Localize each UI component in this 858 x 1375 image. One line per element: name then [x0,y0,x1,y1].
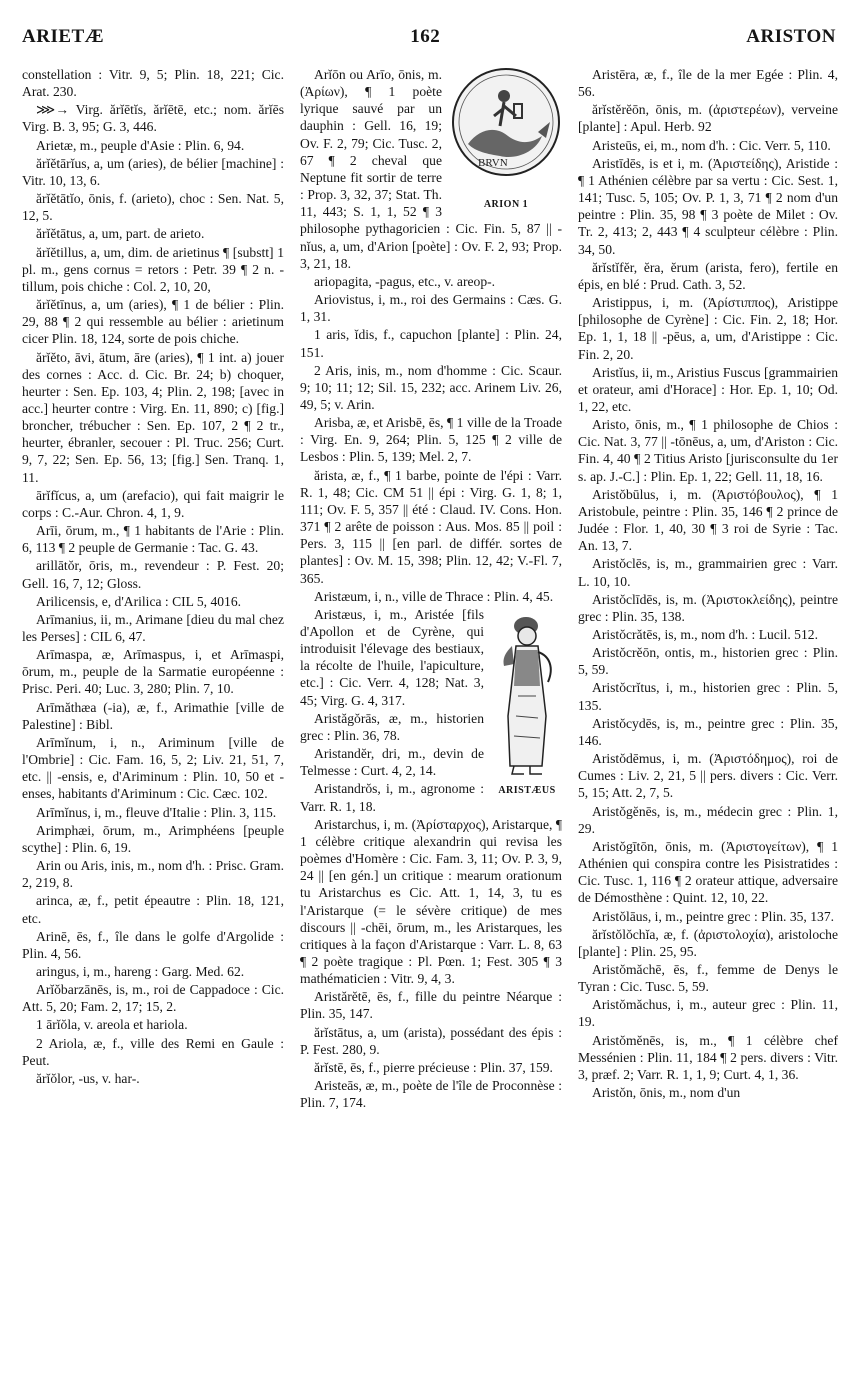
entry: ărĭĕto, āvi, ātum, āre (aries), ¶ 1 int. a) jouer des cornes : Acc. d. Cic. Br. 24; b) choquer, heurter : Sen. Ep. 103, 4; Plin. 2, 198; [avec in acc.] heurter contre : Virg. En. 11, 890; c) [fig.] broncher, trébucher : Sen. Ep. 107, 2 ¶ 2 tr., heurter, ébranler, secouer : Pl. Truc. 256; Curt. 9, 7, 22; Sen. Ep. 56, 13; [fig.] Sen. Tranq. 1, 11. [22,349,284,485]
entry: ărista, æ, f., ¶ 1 barbe, pointe de l'épi : Varr. R. 1, 48; Cic. CM 51 || épi : Virg. G. 1, 8; 1, 111; Ov. F. 5, 357 || été : Claud. IV. Cons. Hon. 371 ¶ 2 arête de poisson : Aus. Mos. 85 || poil : Pers. 3, 115 || [en parl. de différ. sortes de plantes] : Ov. M. 15, 398; Plin. 12, 42; V.-Fl. 7, 365. [300,467,562,586]
entry: Arīmăthæa (-ia), æ, f., Arimathie [ville de Palestine] : Bibl. [22,699,284,732]
entry: Ariovistus, i, m., roi des Germains : Cæs. G. 1, 31. [300,292,562,325]
column-2 [300,66,562,1366]
entry: ărĭstĕrĕōn, ōnis, m. (ἀριστερέων), verveine [plante] : Apul. Herb. 92 [578,102,838,135]
entry: ărĭĕtātus, a, um, part. de arieto. [36,226,205,242]
header-first-entry: ARIETÆ [22,26,105,47]
entry: Aristo, ōnis, m., ¶ 1 philosophe de Chios : Cic. Nat. 3, 77 || -tōnēus, a, um, d'Ariston : Cic. Fin. 4, 40 ¶ 2 Titius Aristo [jurisconsulte du 1er s. ap. J.-C.] : Plin. Ep. 1, 22; Gell. 11, 18, 16. [578,417,838,484]
entry: ărĭstĭfĕr, ĕra, ĕrum (arista, fero), fertile en épis, en blé : Prud. Cath. 3, 52. [578,259,838,292]
entry: constellation : Vitr. 9, 5; Plin. 18, 221; Cic. Arat. 230. [22,67,284,100]
entry: arillātŏr, ōris, m., revendeur : P. Fest. 20; Gell. 16, 7, 12; Gloss. [22,558,284,591]
entry: Aristŏmăchus, i, m., auteur grec : Plin. 11, 19. [578,997,838,1030]
entry: Arīi, ōrum, m., ¶ 1 habitants de l'Arie : Plin. 6, 113 ¶ 2 peuple de Germanie : Tac. G. 43. [22,523,284,556]
entry: ārĭfĭcus, a, um (arefacio), qui fait maigrir le corps : C.-Aur. Chron. 4, 1, 9. [22,487,284,520]
figure-caption: ARISTÆUS [498,785,556,796]
entry: Aristăgŏrās, æ, m., historien grec : Plin. 36, 78. [300,710,484,743]
entry: Aristŏgĕnēs, is, m., médecin grec : Plin. 1, 29. [578,803,838,836]
entry: 2 Aris, inis, m., nom d'homme : Cic. Scaur. 9; 10; 11; 12; Sil. 15, 232; acc. Arinem Liv. 26, 49, 5; v. Arin. [300,362,562,412]
entry: Arisba, æ, et Arisbē, ēs, ¶ 1 ville de la Troade : Virg. En. 9, 264; Plin. 5, 125 ¶ 2 ville de Lesbos : Plin. 5, 139; Mel. 2, 7. [300,415,562,465]
entry: ariopagita, -pagus, etc., v. areop-. [314,273,496,289]
figure-caption: ARION 1 [483,199,529,211]
aristaeus-illustration [492,606,562,776]
entry: Aristĭus, ii, m., Aristius Fuscus [grammairien et orateur, ami d'Horace] : Hor. Ep. 1, 10; Od. 1, 22, etc. [578,364,838,414]
entry: Aristŏmăchē, ēs, f., femme de Denys le Tyran : Cic. Tusc. 5, 59. [578,961,838,995]
column-1 [22,66,284,1366]
entry: Aristŏcrĭtus, i, m., historien grec : Plin. 5, 135. [578,680,838,713]
entry: Aristandrŏs, i, m., agronome : Varr. R. 1, 18. [300,781,484,814]
entry: 1 aris, ĭdis, f., capuchon [plante] : Plin. 24, 151. [300,327,562,360]
entry: ărĭĕtārĭus, a, um (aries), de bélier [machine] : Vitr. 10, 13, 6. [22,155,284,188]
entry: Arin ou Aris, inis, m., nom d'h. : Prisc. Gram. 2, 219, 8. [22,858,284,891]
entry: ărĭstē, ēs, f., pierre précieuse : Plin. 37, 159. [314,1059,553,1075]
page-header [22,22,836,52]
entry: Arīmanius, ii, m., Arimane [dieu du mal chez les Perses] : CIL 6, 47. [22,611,284,644]
aristaeus-figure [492,606,562,799]
entry: Aristŏclēs, is, m., grammairien grec : Varr. L. 10, 10. [578,556,838,589]
page-number: 162 [410,26,441,47]
arion-coin-illustration [450,66,562,190]
entry: 2 Ariola, æ, f., ville des Remi en Gaule : Peut. [22,1035,284,1068]
entry: Aristŏdēmus, i, m. (Ἀριστόδημος), roi de Cumes : Liv. 2, 21, 5 || pers. divers : Cic. Verr. 5, 15; Att. 2, 7, 5. [578,751,838,801]
entry: Aristŏgītōn, ōnis, m. (Ἀριστογείτων), ¶ 1 Athénien qui conspira contre les Pisistratides : Cic. Tusc. 1, 116 ¶ 2 orateur attique, adversaire de Démosthène : Quint. 12, 10, 22. [578,838,838,906]
entry: Arĭŏbarzānēs, is, m., roi de Cappadoce : Cic. Att. 5, 20; Fam. 2, 17; 15, 2. [22,982,284,1015]
entry: Arimphæi, ōrum, m., Arimphéens [peuple scythe] : Plin. 6, 19. [22,822,284,855]
entry: ărĭstātus, a, um (arista), possédant des épis : P. Fest. 280, 9. [300,1024,562,1057]
entry: ărĭstŏlŏchĭa, æ, f. (ἀριστολοχία), aristoloche [plante] : Plin. 25, 95. [578,926,838,959]
entry: Aristeūs, ei, m., nom d'h. : Cic. Verr. 5, 110. [592,137,831,153]
entry: Aristŏcrĕōn, ontis, m., historien grec : Plin. 5, 59. [578,645,838,678]
entry: Aristīdēs, is et i, m. (Ἀριστείδης), Aristide : ¶ 1 Athénien célèbre par sa vertu : Cic. Sest. 1, 141; Tusc. 5, 105; Ov. P. 1, 3, 71 ¶ 2 nom d'un peintre : Plin. 35, 98 ¶ 3 poète de Milet : Ov. Tr. 2, 413; 2, 443 ¶ 4 sculpteur célèbre : Plin. 34, 50. [578,155,838,257]
entry: Arīmĭnum, i, n., Ariminum [ville de l'Ombrie] : Cic. Fam. 16, 5, 2; Liv. 21, 51, 7, etc. || -ensis, e, d'Ariminum : Plin. 10, 50 et -enses, habitants d'Ariminum : Cic. Cæc. 102. [22,734,284,802]
entry: ărĭĕtillus, a, um, dim. de arietinus ¶ [substt] 1 pl. m., gens cornus = retors : Petr. 39 ¶ 2 n. -tillum, pois chiche : Col. 2, 10, 20, [22,244,284,294]
entry: Aristŏlāus, i, m., peintre grec : Plin. 35, 137. [592,908,835,924]
entry: Aristŏcrătēs, is, m., nom d'h. : Lucil. 512. [592,627,818,642]
entry: ărĭŏlor, -us, v. har-. [36,1070,140,1086]
entry: Aristippus, i, m. (Ἀρίστιππος), Aristippe [philosophe de Cyrène] : Cic. Fin. 2, 18; Hor. Ep. 1, 1, 18 || -pēus, a, um, d'Aristippe : Cic. Fin. 2, 20. [578,295,838,362]
entry: ărĭĕtātĭo, ōnis, f. (arieto), choc : Sen. Nat. 5, 12, 5. [22,191,284,224]
entry: Aristandĕr, dri, m., devin de Telmesse : Curt. 4, 2, 14. [300,746,484,779]
entry: arinca, æ, f., petit épeautre : Plin. 18, 121, etc. [22,893,284,926]
entry: Aristŏcydēs, is, m., peintre grec : Plin. 35, 146. [578,715,838,748]
coin-inscription: BRVN [478,157,508,169]
entry: Arīmĭnus, i, m., fleuve d'Italie : Plin. 3, 115. [36,804,277,820]
entry: Aristarchus, i, m. (Ἀρίσταρχος), Aristarque, ¶ 1 célèbre critique alexandrin qui revisa les poèmes d'Homère : Cic. Fam. 3, 11; Ov. P. 3, 9, 24 || [en gén.] un critique : mearum orationum tu Aristarchus es Cic. Att. 1, 14, 3, tu es l'Aristarque (= le sévère critique) de mes discours || -chēi, ōrum, m., les Aristarques, les critiques à la façon d'Aristarque : Varr. L. 8, 63 ¶ 2 poète tragique : Pl. Pœn. 1; Fest. 305 ¶ 3 mathématicien : Vitr. 9, 4, 3. [300,816,562,987]
entry: Aristărĕtē, ēs, f., fille du peintre Néarque : Plin. 35, 147. [300,989,562,1022]
entry: Aristeās, æ, m., poète de l'île de Proconnèse : Plin. 7, 174. [300,1078,562,1111]
entry: Arilicensis, e, d'Arilica : CIL 5, 4016. [36,593,242,609]
entry: ⋙→ Virg. ărĭētĭs, ărĭētē, etc.; nom. ărĭēs Virg. B. 3, 95; G. 3, 446. [22,102,284,135]
entry: Aristæum, i, n., ville de Thrace : Plin. 4, 45. [314,588,554,604]
entry: Arinē, ēs, f., île dans le golfe d'Argolide : Plin. 4, 56. [22,928,284,961]
column-3 [578,66,838,1366]
arion-coin-figure [450,66,562,213]
entry: Aristŏbūlus, i, m. (Ἀριστόβουλος), ¶ 1 Aristobule, peintre : Plin. 35, 146 ¶ 2 prince de Judée : Flor. 1, 40, 30 ¶ 3 roi de Syrie : Tac. An. 13, 7. [578,486,838,554]
entry: Arĭōn ou Arīo, ōnis, m. (Ἀρίων), ¶ 1 poète lyrique sauvé par un dauphin : Gell. 16, 19; Ov. F. 2, 79; Cic. Tusc. 2, 67 ¶ 2 cheval que Neptune fit sortir de terre : Prop. 3, 32, 37; Stat. Th. 11, 443; S. 1, 1, 52 ¶ 3 philosophe pythagoricien : Cic. Fin. 5, 87 || -nĭus, a, um, d'Arion [poète] : Ov. F. 2, 93; Prop. 3, 21, 18. [300,67,562,271]
entry: aringus, i, m., hareng : Garg. Med. 62. [36,963,245,979]
entry: 1 ārĭŏla, v. areola et hariola. [36,1017,188,1033]
entry: Aristēra, æ, f., île de la mer Egée : Plin. 4, 56. [578,67,838,100]
entry: Aristŏn, ōnis, m., nom d'un [592,1085,741,1101]
entry: Arietæ, m., peuple d'Asie : Plin. 6, 94. [36,137,245,153]
entry: Aristæus, i, m., Aristée [fils d'Apollon et de Cyrène, qui introduisit l'élevage des bestiaux, la récolte de l'huile, l'apiculture, etc.] : Cic. Verr. 4, 128; Nat. 3, 45; Virg. G. 4, 317. [300,606,484,708]
entry: Arīmaspa, æ, Arīmaspus, i, et Arīmaspi, ōrum, m., peuple de la Sarmatie européenne : Prisc. Peri. 40; Luc. 3, 280; Plin. 7, 10. [22,647,284,697]
entry: Aristŏclīdēs, is, m. (Ἀριστοκλείδης), peintre grec : Plin. 35, 138. [578,591,838,624]
entry: Aristŏmĕnēs, is, m., ¶ 1 célèbre chef Messénien : Plin. 11, 184 ¶ 2 pers. divers : Vitr. 3, præf. 2; Varr. R. 1, 1, 9; Curt. 4, 1, 36. [578,1032,838,1082]
header-last-entry: ARISTON [746,26,836,47]
entry: ărĭĕtīnus, a, um (aries), ¶ 1 de bélier : Plin. 29, 88 ¶ 2 qui ressemble au bélier : arietinum cicer Plin. 18, 124, sorte de pois chiche. [22,297,284,347]
